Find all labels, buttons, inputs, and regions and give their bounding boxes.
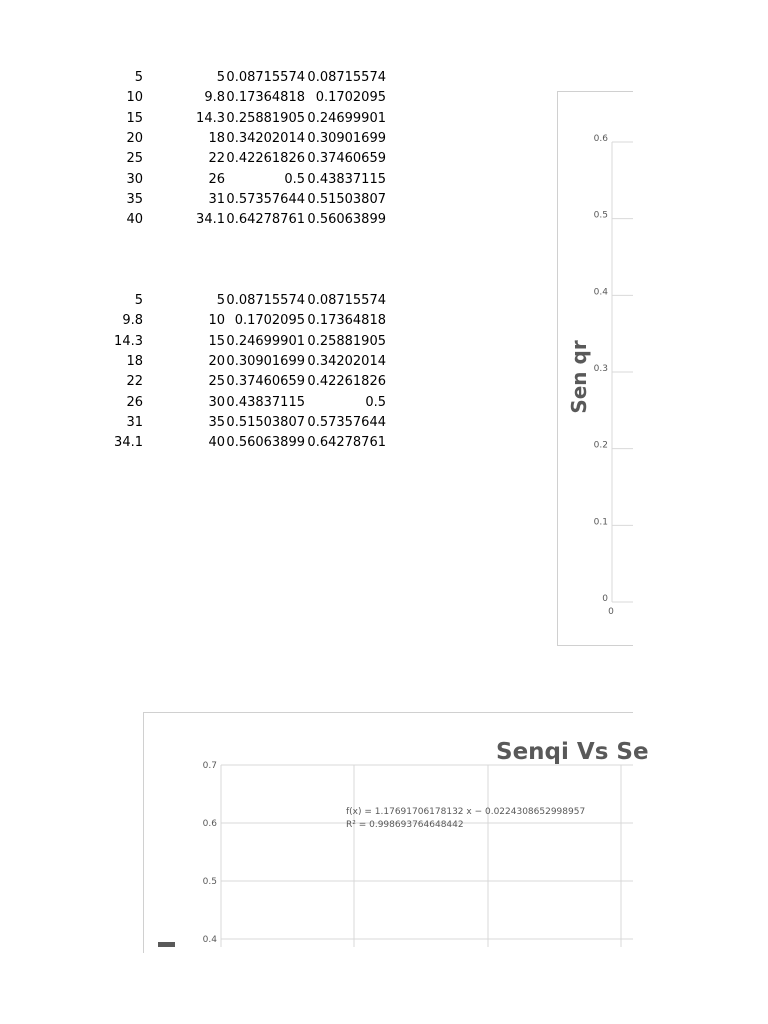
table-row	[0, 151, 386, 171]
table-cell: 40	[208, 435, 225, 451]
table-cell: 31	[126, 414, 143, 430]
table-row	[0, 353, 386, 374]
table-cell: 26	[208, 171, 225, 187]
table-cell: 0.64278761	[307, 435, 386, 451]
chart-senqi-vs[interactable]	[143, 712, 649, 953]
table-cell: 0.24699901	[307, 110, 386, 126]
table-cell: 14.3	[196, 110, 225, 126]
y-axis-title-fragment	[158, 942, 175, 947]
table-cell: 20	[208, 353, 225, 369]
table-cell: 30	[208, 394, 225, 410]
table-cell: 0.51503807	[226, 414, 305, 430]
table-cell: 0.43837115	[226, 394, 305, 410]
table-cell: 0.57357644	[226, 191, 305, 207]
table-cell: 0.24699901	[226, 333, 305, 349]
table-cell: 0.34202014	[307, 353, 386, 369]
table-cell: 15	[126, 110, 143, 126]
table-cell: 0.25881905	[226, 110, 305, 126]
y-tick-label: 0.6	[593, 134, 608, 144]
table-cell: 14.3	[114, 333, 143, 349]
table-cell: 0.5	[284, 171, 305, 187]
table-cell: 20	[126, 130, 143, 146]
y-tick-label: 0.6	[202, 819, 217, 829]
table-cell: 0.37460659	[307, 151, 386, 167]
table-row	[0, 212, 386, 232]
table-row	[0, 394, 386, 415]
table-row	[0, 130, 386, 151]
table-row	[0, 191, 386, 212]
y-tick-label: 0.5	[202, 877, 217, 887]
table-cell: 40	[126, 212, 143, 228]
table-cell: 34.1	[114, 435, 143, 451]
table-cell: 0.17364818	[307, 313, 386, 329]
table-cell: 0.56063899	[307, 212, 386, 228]
table-cell: 0.08715574	[307, 70, 386, 85]
chart-sen-qr-plot	[558, 92, 633, 645]
table-cell: 15	[208, 333, 225, 349]
y-tick-label: 0.4	[593, 287, 608, 298]
table-cell: 9.8	[122, 313, 143, 329]
table-cell: 10	[126, 90, 143, 106]
table-cell: 0.30901699	[226, 353, 305, 369]
table-cell: 0.56063899	[226, 435, 305, 451]
y-tick-label: 0.5	[593, 210, 608, 221]
table-cell: 0.08715574	[307, 293, 386, 308]
table-cell: 5	[216, 293, 225, 308]
table-cell: 9.8	[204, 90, 225, 106]
table-cell: 31	[208, 191, 225, 207]
table-cell: 0.17364818	[226, 90, 305, 106]
table-cell: 0.42261826	[307, 374, 386, 390]
table-cell: 22	[208, 151, 225, 167]
table-cell: 0.30901699	[307, 130, 386, 146]
y-tick-label: 0.2	[593, 440, 608, 451]
trendline-equation: f(x) = 1.17691706178132 x − 0.0224308652998957	[346, 807, 586, 817]
table-row	[0, 374, 386, 394]
table-cell: 0.08715574	[226, 70, 305, 85]
table-cell: 18	[208, 130, 225, 146]
y-tick-label: 0.1	[593, 517, 608, 528]
table-cell: 30	[126, 171, 143, 187]
y-axis-title: Sen qr	[567, 340, 591, 414]
table-cell: 0.5	[365, 394, 386, 410]
table-cell: 35	[208, 414, 225, 430]
table-row	[0, 171, 386, 192]
table-row	[0, 435, 386, 455]
trendline-r-squared: R² = 0.998693764648442	[346, 820, 464, 830]
table-cell: 25	[126, 151, 143, 167]
chart-sen-qr[interactable]	[557, 91, 633, 646]
table-cell: 0.34202014	[226, 130, 305, 146]
table-cell: 10	[208, 313, 225, 329]
chart-senqi-vs-plot	[144, 713, 649, 947]
table-cell: 0.64278761	[226, 212, 305, 228]
table-row	[0, 313, 386, 333]
x-tick-label: 0	[608, 607, 614, 617]
table-cell: 35	[126, 191, 143, 207]
table-cell: 5	[134, 70, 143, 85]
table-cell: 0.51503807	[307, 191, 386, 207]
table-cell: 0.08715574	[226, 293, 305, 308]
table-row	[0, 333, 386, 354]
table-row	[0, 110, 386, 131]
table-cell: 0.57357644	[307, 414, 386, 430]
chart-title: Senqi Vs Se	[496, 739, 649, 765]
y-tick-label: 0	[602, 594, 608, 604]
table-row	[0, 70, 386, 90]
y-tick-label: 0.7	[202, 761, 217, 771]
table-row	[0, 90, 386, 110]
table-cell: 0.42261826	[226, 151, 305, 167]
y-tick-label: 0.3	[593, 364, 608, 374]
table-cell: 5	[134, 293, 143, 308]
table-row	[0, 293, 386, 313]
table-row	[0, 414, 386, 435]
table-cell: 0.1702095	[315, 90, 386, 106]
table-cell: 25	[208, 374, 225, 390]
y-tick-label: 0.4	[202, 935, 217, 945]
table-cell: 0.43837115	[307, 171, 386, 187]
table-cell: 0.37460659	[226, 374, 305, 390]
table-cell: 5	[216, 70, 225, 85]
table-cell: 0.25881905	[307, 333, 386, 349]
table-cell: 0.1702095	[234, 313, 305, 329]
table-cell: 26	[126, 394, 143, 410]
table-cell: 18	[126, 353, 143, 369]
table-cell: 22	[126, 374, 143, 390]
table-cell: 34.1	[196, 212, 225, 228]
